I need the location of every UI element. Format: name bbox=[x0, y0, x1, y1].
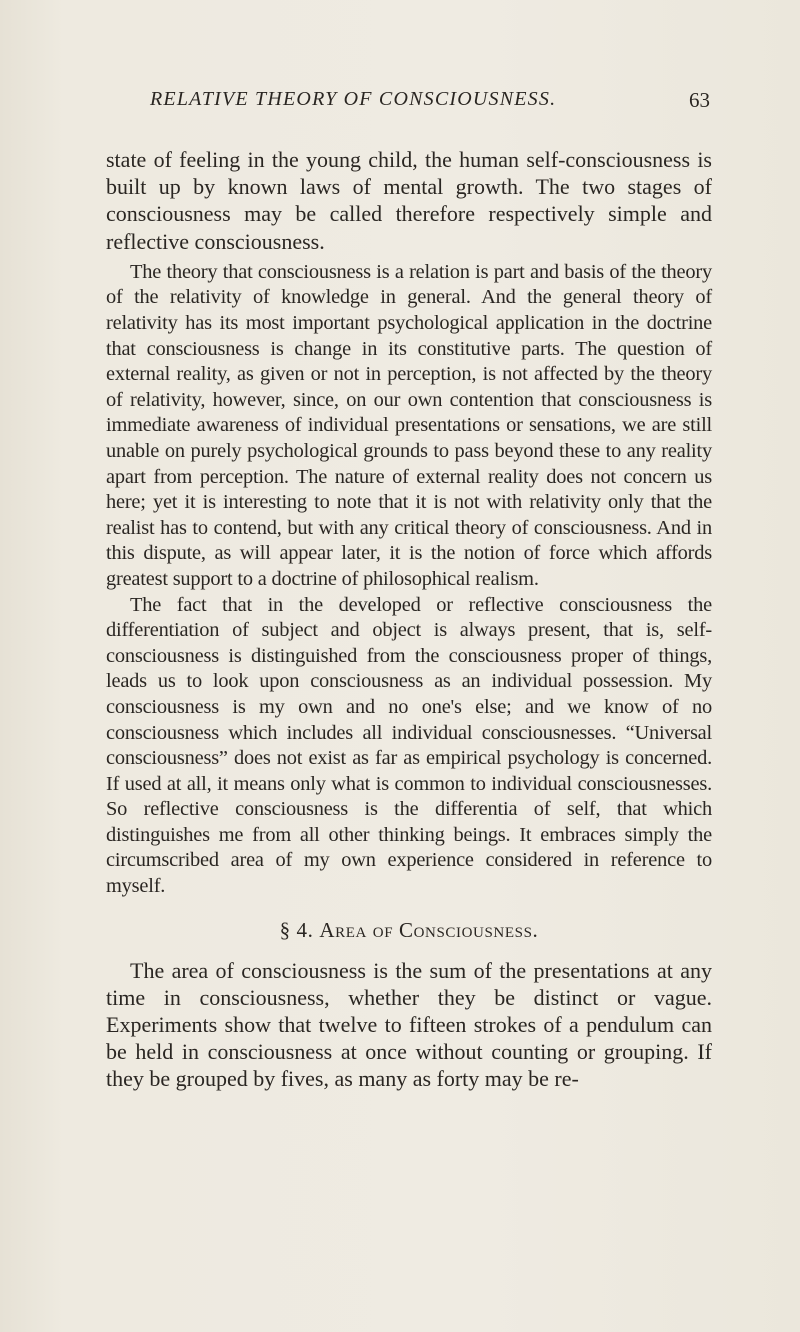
paragraph-area-of-consciousness: The area of consciousness is the sum of the presentations at any time in consciousness, whether they be distinct or vague. Experiments show that twelve to fifteen strokes of a pendulum can be held in consciousness at once without counting or grouping. If they be grouped by fives, as many as forty may be re- bbox=[106, 957, 712, 1092]
paragraph-continuation: state of feeling in the young child, the human self-consciousness is built up by known laws of mental growth. The two stages of consciousness may be called therefore respectively simple and reflective consciousness. bbox=[106, 147, 712, 254]
body-text bbox=[106, 146, 712, 1093]
section-heading bbox=[106, 918, 712, 943]
section-number: § 4. bbox=[279, 917, 314, 942]
running-title: RELATIVE THEORY OF CONSCIOUSNESS. bbox=[150, 88, 557, 110]
paragraph-relativity-theory: The theory that consciousness is a relation is part and basis of the theory of the relativity of knowledge in general. And the general theory of relativity has its most important psychological application in the doctrine that consciousness is change in its constitutive parts. The question of external reality, as given or not in perception, is not affected by the theory of relativity, however, since, on our own contention that consciousness is immediate awareness of individual presentations or sensations, we are still unable on purely psychological grounds to pass beyond these to any reality apart from perception. The nature of external reality does not concern us here; yet it is interesting to note that it is not with relativity only that the realist has to contend, but with any critical theory of consciousness. And in this dispute, as will appear later, it is the notion of force which affords greatest support to a doctrine of philosophical realism. bbox=[106, 260, 712, 590]
running-head bbox=[150, 88, 710, 118]
section-title: Area of Consciousness. bbox=[319, 917, 539, 942]
page-number: 63 bbox=[689, 88, 710, 112]
paragraph-reflective-consciousness: The fact that in the developed or reflective consciousness the differentiation of subject and object is always present, that is, self-consciousness is distinguished from the consciousness proper of things, leads us to look upon consciousness as an individual possession. My consciousness is my own and no one's else; and we know of no consciousness which includes all individual consciousnesses. “Universal consciousness” does not exist as far as empirical psychology is concerned. If used at all, it means only what is common to individual consciousnesses. So reflective consciousness is the differentia of self, that which distinguishes me from all other thinking beings. It embraces simply the circumscribed area of my own experience considered in reference to myself. bbox=[106, 593, 712, 898]
